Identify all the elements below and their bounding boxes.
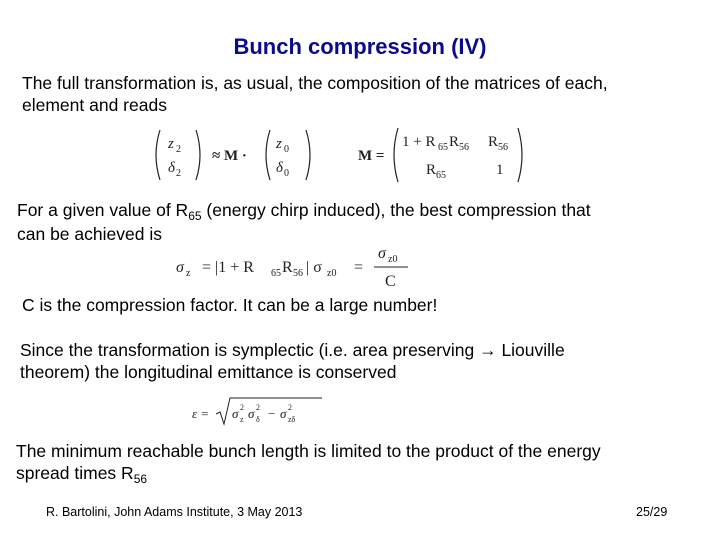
eq1-m12-sub: 56 <box>498 142 508 153</box>
eq1-m21-sub: 65 <box>436 170 446 181</box>
eq3-epsilon: ε = <box>192 406 210 421</box>
best-compression-line-2: can be achieved is <box>17 224 162 244</box>
intro-paragraph <box>22 72 608 116</box>
eq2-sigma-z0-sub: z0 <box>327 268 337 279</box>
best-compression-paragraph <box>17 199 591 245</box>
bunch-length-line-2 <box>16 462 601 486</box>
eq3-sigma-delta: σ <box>248 406 255 421</box>
eq2-sub2: 56 <box>293 268 303 279</box>
eq1-d2: δ <box>168 160 175 176</box>
eq3-minus: − <box>268 406 276 421</box>
eq1-m11-sub1: 65 <box>438 142 448 153</box>
r56-subscript: 56 <box>133 472 148 486</box>
eq2-r: R <box>282 259 293 276</box>
eq3-sigma-delta-sub: δ <box>256 415 260 424</box>
intro-line-2: element and reads <box>22 95 167 115</box>
intro-line-1: The full transformation is, as usual, the composition of the matrices of each, <box>22 73 608 93</box>
r65-subscript: 65 <box>188 209 202 223</box>
eq1-m21: R <box>426 162 437 178</box>
compression-equation <box>170 240 430 292</box>
eq2-numerator-sub: z0 <box>388 254 398 265</box>
eq3-sigma-zdelta: σ <box>280 406 287 421</box>
eq1-z0-sub: 0 <box>284 144 289 155</box>
best-compression-text-cont: (energy chirp induced), the best compression that <box>201 200 591 220</box>
eq2-denominator: C <box>385 273 396 290</box>
eq1-d0-sub: 0 <box>284 168 289 179</box>
eq1-m11: 1 + R <box>402 134 436 150</box>
eq1-m11-sub2: 56 <box>459 142 469 153</box>
eq2-sigma-z0: | σ <box>306 259 322 276</box>
eq3-sigma-zdelta-sub: zδ <box>288 415 296 424</box>
svg-text:2: 2 <box>288 403 292 412</box>
eq1-d0: δ <box>276 160 283 176</box>
eq3-sigma-z-sub: z <box>240 415 244 424</box>
emittance-line-2: theorem) the longitudinal emittance is conserved <box>20 362 397 382</box>
eq1-m11-r: R <box>449 134 460 150</box>
eq3-sigma-z: σ <box>232 406 239 421</box>
best-compression-text: For a given value of R <box>17 200 189 220</box>
eq1-z2: z <box>168 136 174 152</box>
eq2-numerator: σ <box>378 245 386 262</box>
svg-text:2: 2 <box>240 403 244 412</box>
emittance-line-1: Since the transformation is symplectic (i.e. area preserving → Liouville <box>20 340 565 360</box>
svg-text:2: 2 <box>256 403 260 412</box>
page-number: 25/29 <box>636 505 668 519</box>
eq2-lhs-sub: z <box>186 268 191 279</box>
slide-title: Bunch compression (IV) <box>233 34 487 59</box>
eq1-M-label: M = <box>358 148 385 164</box>
compression-factor-note: C is the compression factor. It can be a large number! <box>22 295 438 315</box>
footer-credit: R. Bartolini, John Adams Institute, 3 May 2013 <box>46 505 303 519</box>
bunch-length-text: spread times R <box>16 463 134 483</box>
eq2-factor: = |1 + R <box>202 259 254 276</box>
emittance-equation <box>190 394 330 430</box>
eq2-sub1: 65 <box>271 268 281 279</box>
best-compression-line-1 <box>17 199 591 223</box>
eq1-m12: R <box>488 134 499 150</box>
emittance-paragraph <box>20 339 565 383</box>
eq1-z0: z <box>276 136 282 152</box>
eq1-approx: ≈ M · <box>212 148 247 164</box>
bunch-length-paragraph <box>16 440 601 486</box>
bunch-length-line-1: The minimum reachable bunch length is limited to the product of the energy <box>16 441 601 461</box>
eq1-z2-sub: 2 <box>176 144 181 155</box>
eq1-d2-sub: 2 <box>176 168 181 179</box>
eq2-lhs: σ <box>176 259 184 276</box>
eq2-equals: = <box>354 259 364 276</box>
eq1-m22: 1 <box>496 162 504 178</box>
transfer-matrix-equation <box>150 126 530 184</box>
